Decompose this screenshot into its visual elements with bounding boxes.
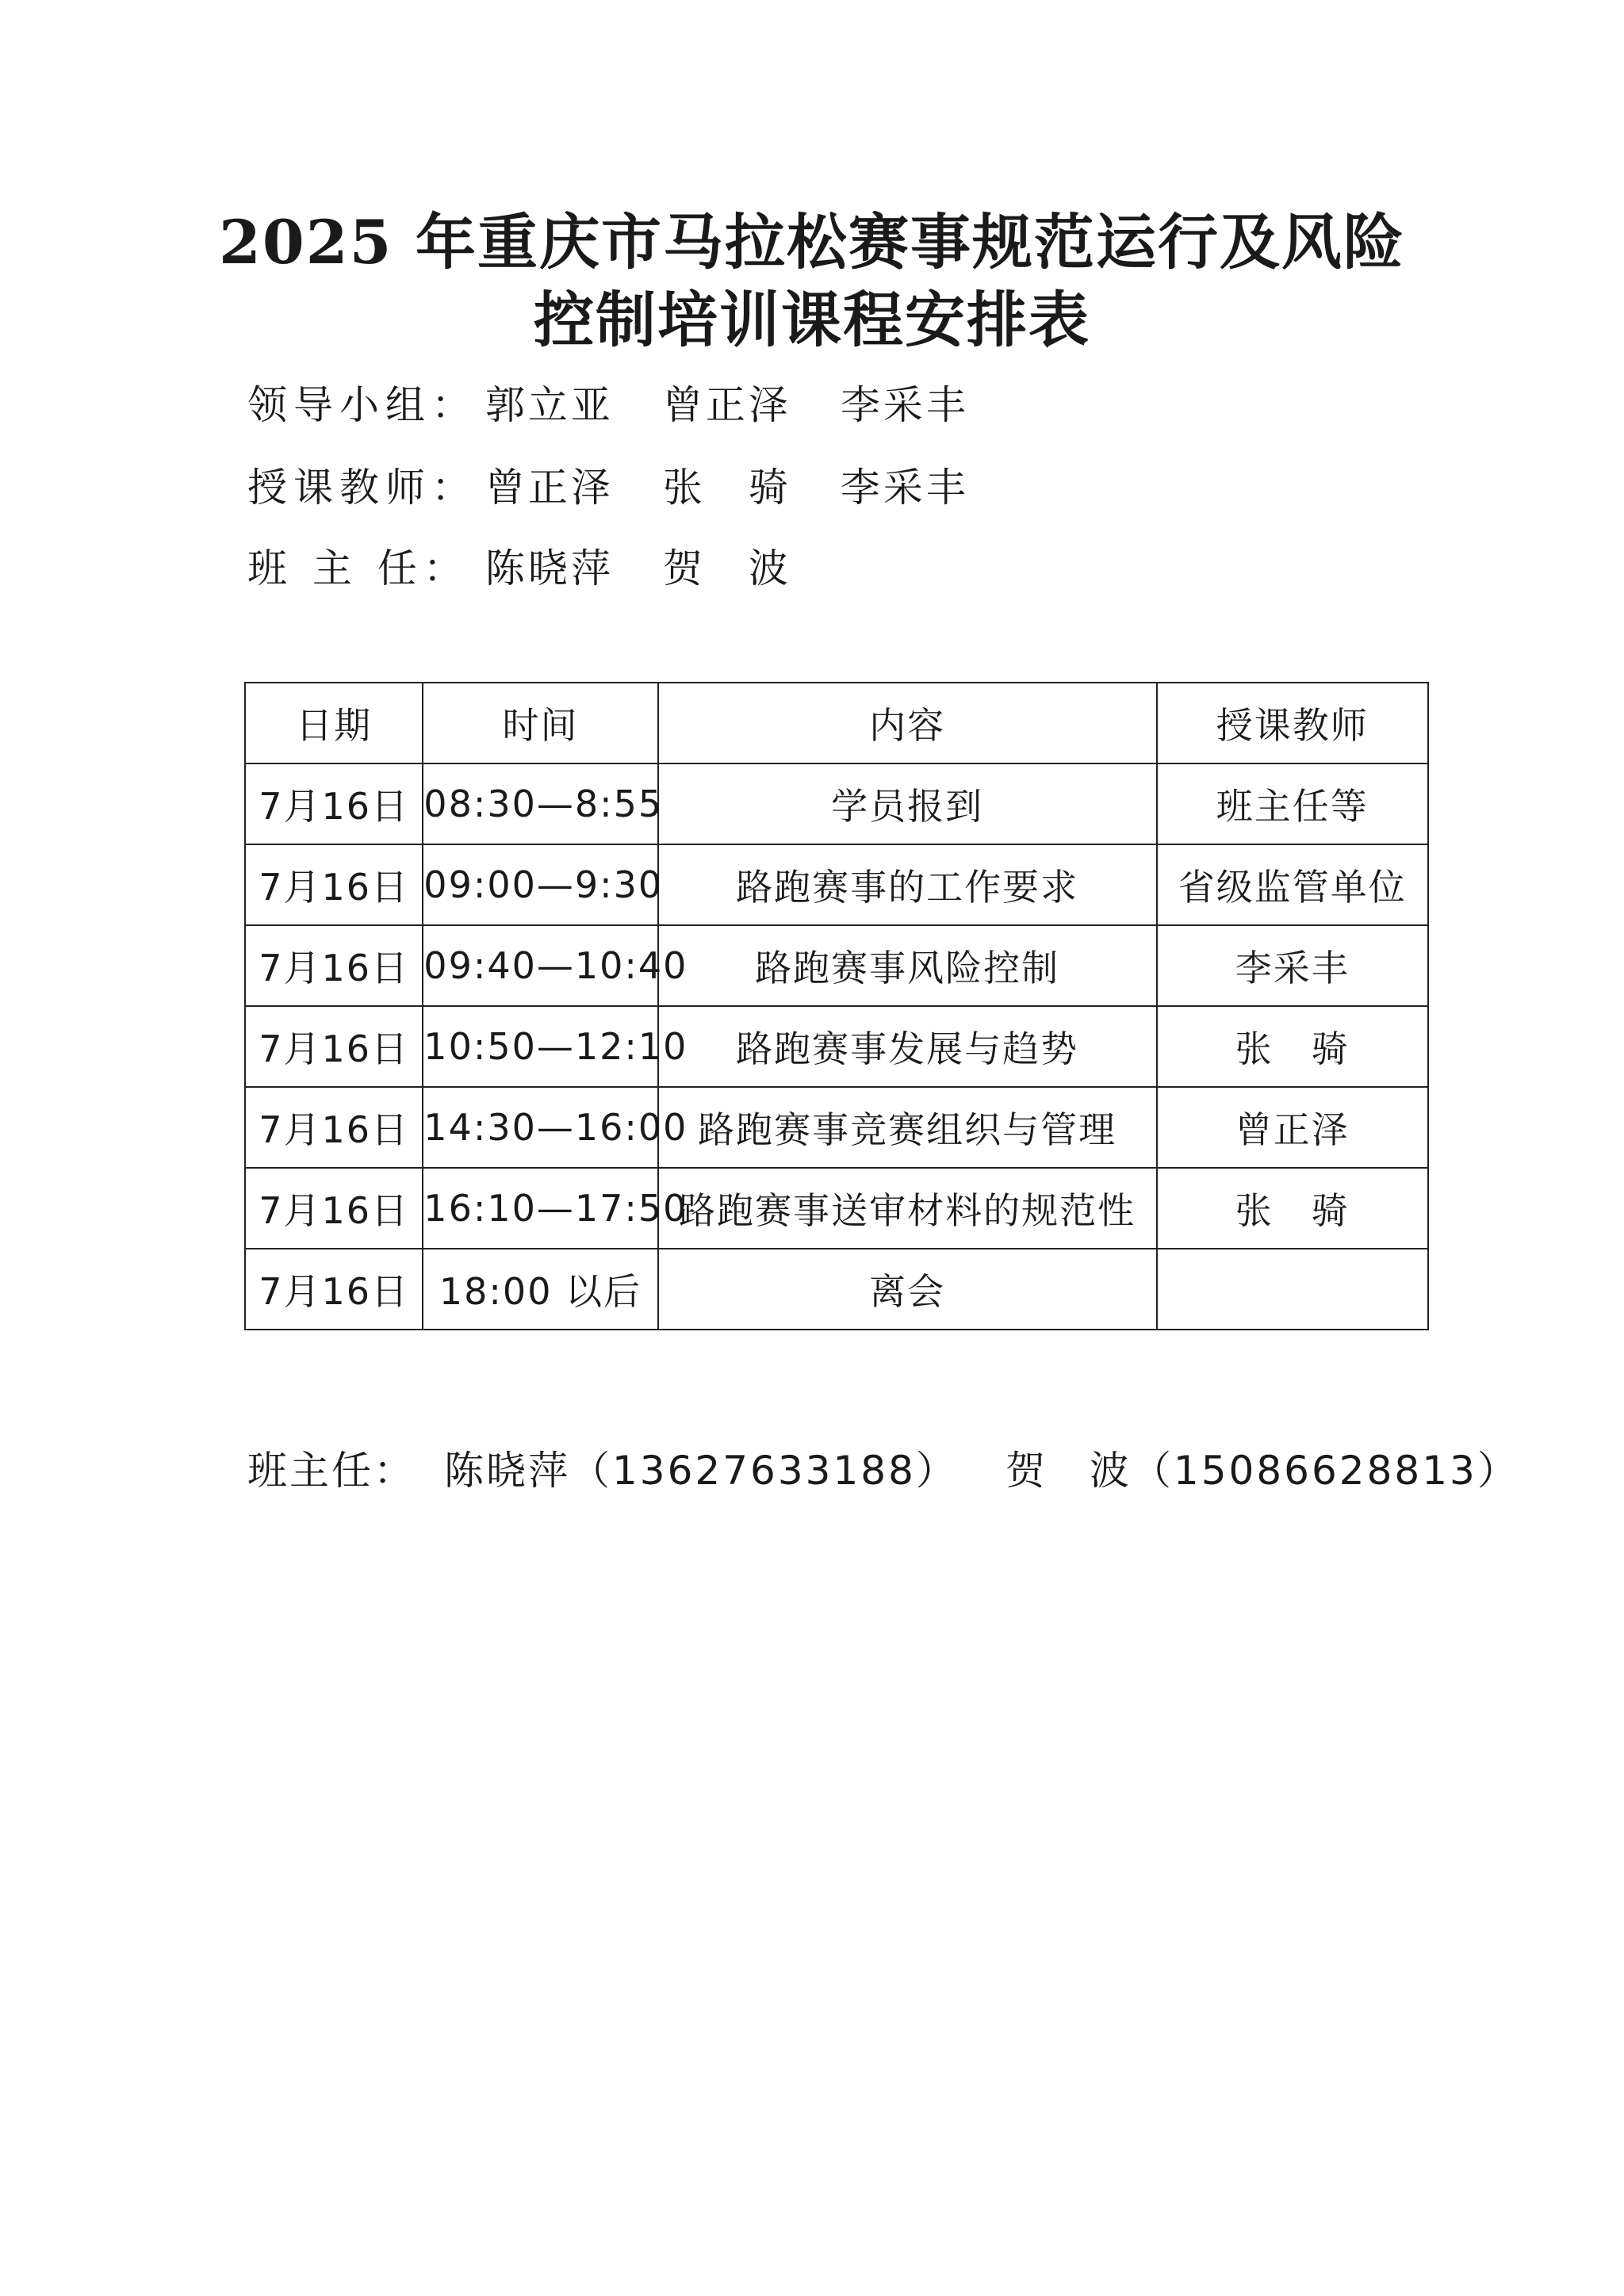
cell-content: 路跑赛事送审材料的规范性 [658,1168,1157,1249]
cell-time: 10:50—12:10 [423,1006,657,1087]
cell-content: 路跑赛事的工作要求 [658,844,1157,925]
cell-date: 7月16日 [245,1168,423,1249]
teachers-row [247,465,1018,511]
leaders-row [247,382,1018,428]
header-content: 内容 [658,683,1157,763]
cell-date: 7月16日 [245,1006,423,1087]
head-teachers-label: 班 主 任： [247,545,469,591]
head-teachers-row [247,545,841,591]
title-line-2: 控制培训课程安排表 [534,285,1090,355]
teacher-name: 曾正泽 [485,465,614,511]
cell-time: 09:00—9:30 [423,844,657,925]
header-teacher: 授课教师 [1157,683,1428,763]
contact-chen: 陈晓萍（13627633188） [444,1448,958,1494]
table-row [245,1006,1428,1087]
head-teacher-name: 贺 波 [662,545,791,591]
cell-teacher: 张 骑 [1157,1006,1428,1087]
cell-time: 08:30—8:55 [423,763,657,844]
leader-name: 李采丰 [840,382,969,428]
cell-time: 18:00 以后 [423,1249,657,1330]
teacher-name: 李采丰 [840,465,969,511]
cell-date: 7月16日 [245,763,423,844]
cell-content: 学员报到 [658,763,1157,844]
table-row [245,763,1428,844]
title-line-1: 2025 年重庆市马拉松赛事规范运行及风险 [219,207,1405,277]
table-row [245,1168,1428,1249]
cell-teacher [1157,1249,1428,1330]
cell-date: 7月16日 [245,925,423,1006]
head-teacher-contacts [247,1448,1519,1494]
cell-teacher: 张 骑 [1157,1168,1428,1249]
teacher-name: 张 骑 [662,465,791,511]
leader-name: 曾正泽 [662,382,791,428]
leader-name: 郭立亚 [485,382,614,428]
table-header-row [245,683,1428,763]
table-row [245,844,1428,925]
cell-teacher: 班主任等 [1157,763,1428,844]
cell-date: 7月16日 [245,844,423,925]
table-row [245,1249,1428,1330]
table-row [245,925,1428,1006]
contact-he: 贺 波（15086628813） [1005,1448,1519,1494]
header-date: 日期 [245,683,423,763]
cell-time: 09:40—10:40 [423,925,657,1006]
cell-date: 7月16日 [245,1087,423,1168]
table-row [245,1087,1428,1168]
cell-content: 离会 [658,1249,1157,1330]
cell-teacher: 省级监管单位 [1157,844,1428,925]
cell-content: 路跑赛事竞赛组织与管理 [658,1087,1157,1168]
cell-teacher: 曾正泽 [1157,1087,1428,1168]
teachers-label: 授课教师： [247,465,477,511]
contacts-label: 班主任： [247,1448,416,1494]
head-teacher-name: 陈晓萍 [485,545,614,591]
schedule-table [244,682,1429,1330]
cell-teacher: 李采丰 [1157,925,1428,1006]
cell-date: 7月16日 [245,1249,423,1330]
cell-content: 路跑赛事风险控制 [658,925,1157,1006]
leaders-label: 领导小组： [247,382,477,428]
cell-time: 14:30—16:00 [423,1087,657,1168]
cell-content: 路跑赛事发展与趋势 [658,1006,1157,1087]
cell-time: 16:10—17:50 [423,1168,657,1249]
header-time: 时间 [423,683,657,763]
